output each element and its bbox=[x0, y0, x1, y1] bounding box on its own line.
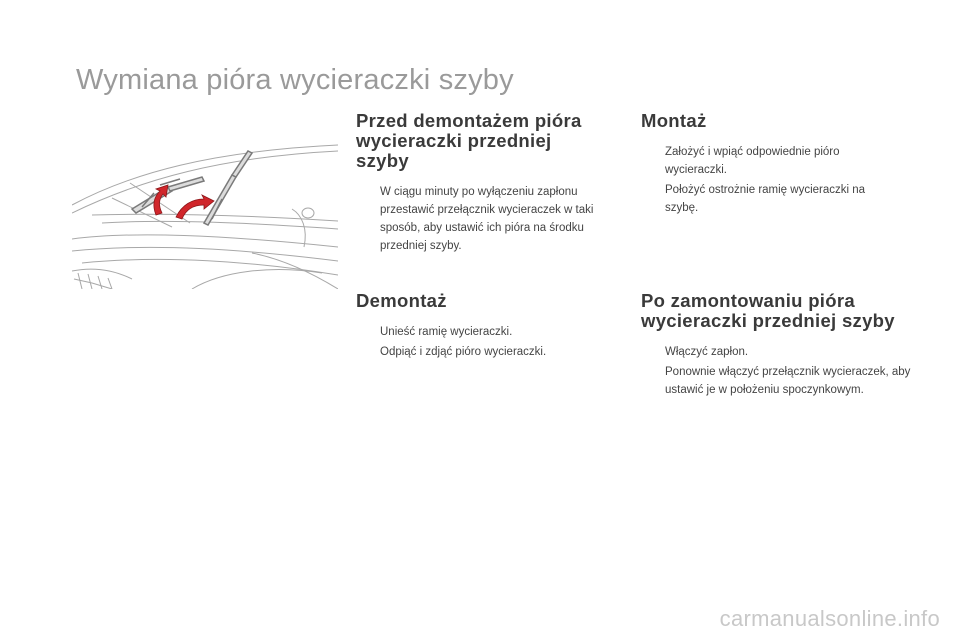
heading-line-1: Przed demontażem pióra bbox=[356, 110, 582, 131]
section-heading: Demontaż bbox=[356, 290, 447, 311]
section-heading: Montaż bbox=[641, 110, 707, 131]
section-before-removal bbox=[356, 111, 606, 257]
list-item-text: Odpiąć i zdjąć pióro wycieraczki. bbox=[380, 346, 547, 358]
list-item-text: Włączyć zapłon. bbox=[665, 346, 749, 358]
section-installation bbox=[641, 111, 901, 219]
page-title: Wymiana pióra wycieraczki szyby bbox=[76, 64, 514, 96]
list-item-text: W ciągu minuty po wyłączeniu zapłonu przestawić przełącznik wycieraczek w taki sposób, aby ustawić ich pióra na środku przedniej szyby. bbox=[380, 186, 594, 252]
windshield-wiper-illustration bbox=[72, 143, 338, 289]
list-item bbox=[641, 363, 911, 399]
instruction-list bbox=[356, 183, 606, 255]
instruction-list bbox=[356, 323, 606, 361]
heading-line-1: Po zamontowaniu pióra bbox=[641, 290, 855, 311]
section-removal bbox=[356, 291, 606, 363]
list-item bbox=[641, 181, 901, 217]
watermark-text: carmanualsonline.info bbox=[719, 606, 940, 631]
section-after-installation bbox=[641, 291, 911, 401]
instruction-list bbox=[641, 143, 901, 217]
list-item-text: Ponownie włączyć przełącznik wycieraczek, aby ustawić je w położeniu spoczynkowym. bbox=[665, 366, 911, 396]
section-heading bbox=[356, 111, 606, 171]
list-item bbox=[641, 343, 911, 361]
list-item-text: Unieść ramię wycieraczki. bbox=[380, 326, 513, 338]
heading-line-2: wycieraczki przedniej szyby bbox=[641, 310, 895, 331]
section-heading bbox=[641, 291, 911, 331]
instruction-list bbox=[641, 343, 911, 399]
list-item-text: Położyć ostrożnie ramię wycieraczki na szybę. bbox=[665, 184, 866, 214]
list-item bbox=[356, 183, 606, 255]
list-item bbox=[356, 323, 606, 341]
list-item bbox=[356, 343, 606, 361]
car-windshield-drawing bbox=[72, 143, 338, 289]
list-item bbox=[641, 143, 901, 179]
list-item-text: Założyć i wpiąć odpowiednie pióro wycieraczki. bbox=[665, 146, 840, 176]
heading-line-2: wycieraczki przedniej szyby bbox=[356, 130, 552, 171]
